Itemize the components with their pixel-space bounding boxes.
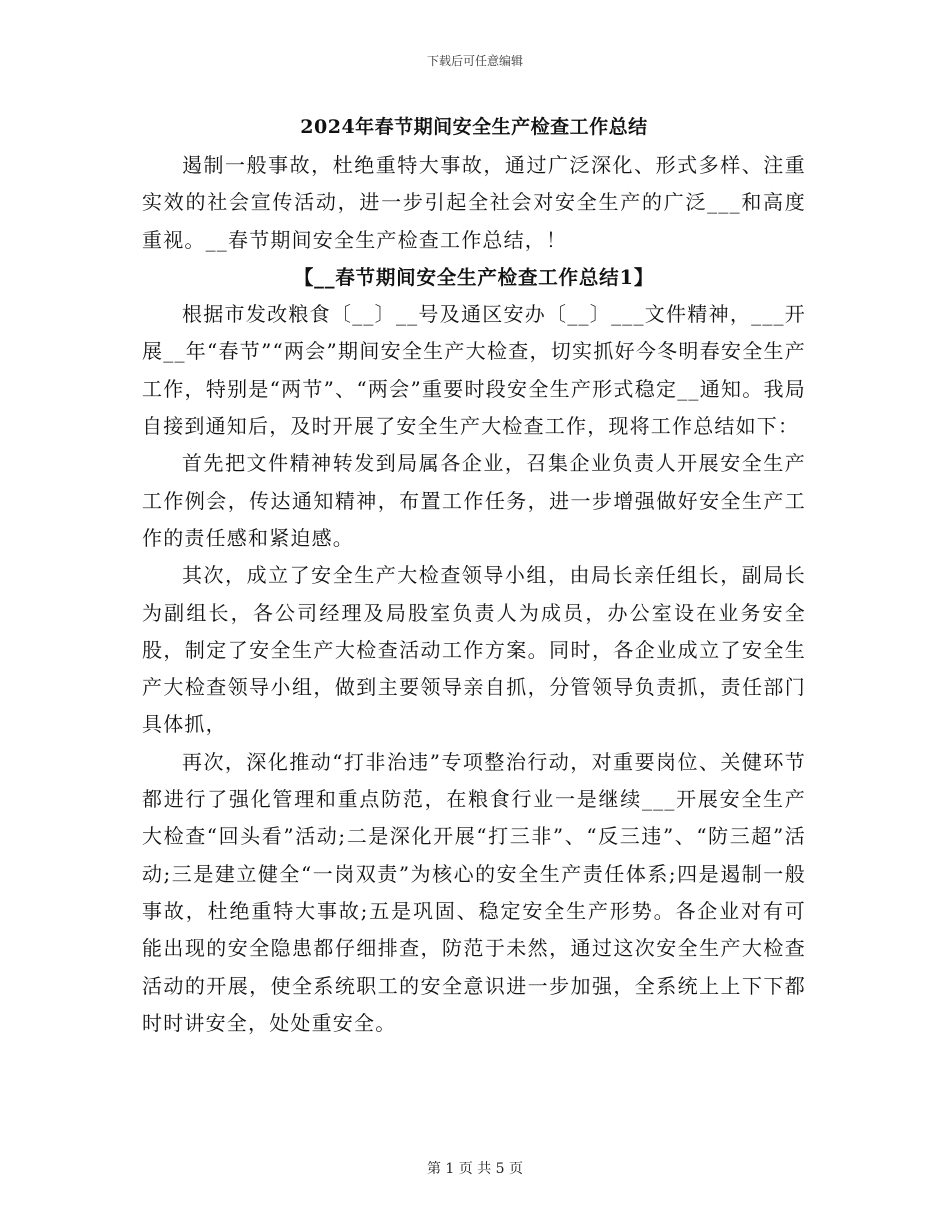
paragraph-3: 其次，成立了安全生产大检查领导小组，由局长亲任组长，副局长为副组长，各公司经理及局股室负责人为成员，办公室设在业务安全股，制定了安全生产大检查活动工作方案。同时，各企业成立了安全生产大检查领导小组，做到主要领导亲自抓，分管领导负责抓，责任部门具体抓，: [142, 563, 806, 737]
section-heading: 【__春节期间安全生产检查工作总结1】: [293, 265, 655, 289]
page-header-note: 下载后可任意编辑: [426, 54, 523, 68]
paragraph-2: 首先把文件精神转发到局属各企业，召集企业负责人开展安全生产工作例会，传达通知精神，布置工作任务，进一步增强做好安全生产工作的责任感和紧迫感。: [142, 451, 806, 550]
paragraph-4: 再次，深化推动“打非治违”专项整治行动，对重要岗位、关健环节都进行了强化管理和重点防范，在粮食行业一是继续___开展安全生产大检查“回头看”活动;二是深化开展“打三非”、“反三违”、“防三超”活动;三是建立健全“一岗双责”为核心的安全生产责任体系;四是遏制一般事故，杜绝重特大事故;五是巩固、稳定安全生产形势。各企业对有可能出现的安全隐患都仔细排查，防范于未然，通过这次安全生产大检查活动的开展，使全系统职工的安全意识进一步加强，全系统上上下下都时时讲安全，处处重安全。: [142, 749, 806, 1035]
document-title: 2024年春节期间安全生产检查工作总结: [300, 116, 648, 138]
page-number: 第 1 页 共 5 页: [426, 1161, 524, 1177]
document-body: [142, 112, 806, 1042]
paragraph-1: 根据市发改粮食〔__〕__号及通区安办〔__〕___文件精神，___开展__年“春节”“两会”期间安全生产大检查，切实抓好今冬明春安全生产工作，特别是“两节”、“两会”重要时段安全生产形式稳定__通知。我局自接到通知后，及时开展了安全生产大检查工作，现将工作总结如下：: [142, 302, 806, 439]
intro-paragraph: 遏制一般事故，杜绝重特大事故，通过广泛深化、形式多样、注重实效的社会宣传活动，进一步引起全社会对安全生产的广泛___和高度重视。__春节期间安全生产检查工作总结，！: [142, 153, 806, 252]
